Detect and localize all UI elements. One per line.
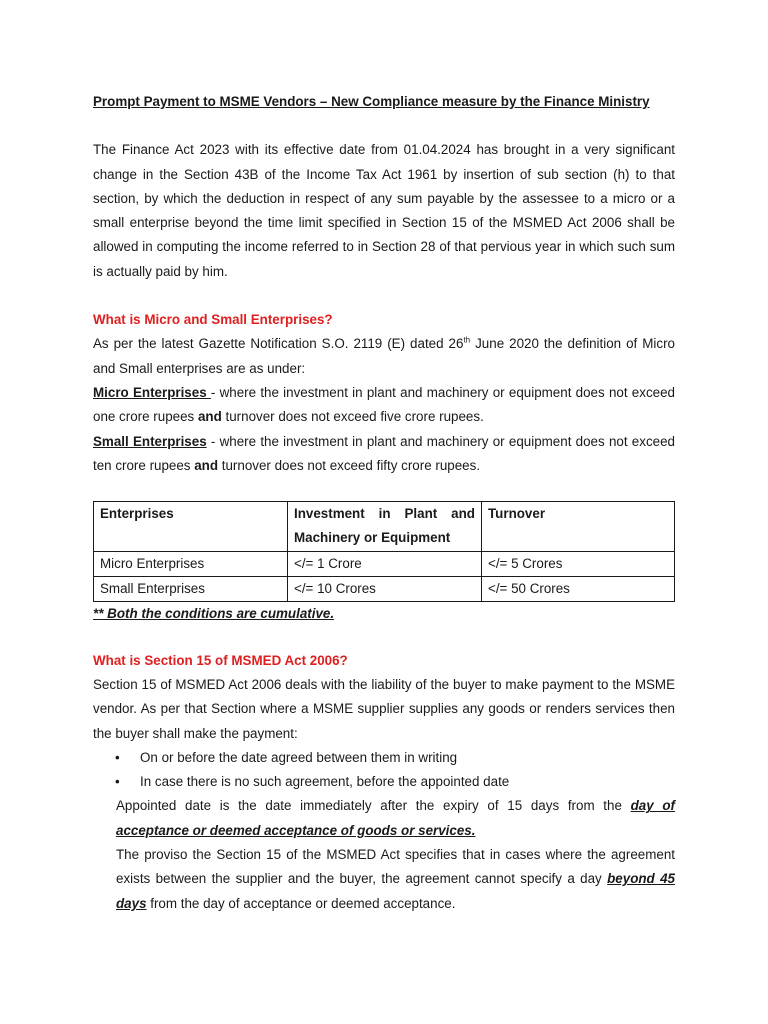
- section15-paragraph: Section 15 of MSMED Act 2006 deals with the liability of the buyer to make payment to the MSME vendor. As per that Section where a MSME supplier supplies any goods or renders services then the buyer shall make the payment:: [93, 676, 675, 741]
- table-cell: Small Enterprises: [94, 577, 288, 602]
- small-definition: Small Enterprises - where the investment in plant and machinery or equipment does not exceed ten crore rupees and turnover does not exceed fifty crore rupees.: [93, 433, 675, 473]
- list-item: • In case there is no such agreement, before the appointed date: [140, 770, 675, 794]
- micro-label: Micro Enterprises: [93, 384, 211, 400]
- micro-small-heading: What is Micro and Small Enterprises?: [93, 312, 333, 328]
- table-cell: </= 50 Crores: [482, 577, 675, 602]
- document-title: Prompt Payment to MSME Vendors – New Compliance measure by the Finance Ministry: [93, 94, 650, 109]
- payment-bullet-list: [93, 746, 675, 795]
- micro-definition: Micro Enterprises - where the investment in plant and machinery or equipment does not exceed one crore rupees and turnover does not exceed five crore rupees.: [93, 384, 675, 425]
- table-cell: </= 5 Crores: [482, 551, 675, 576]
- header-cell: Enterprises: [94, 502, 288, 552]
- table-row: [94, 551, 675, 576]
- intro-paragraph: The Finance Act 2023 with its effective date from 01.04.2024 has brought in a very significant change in the Section 43B of the Income Tax Act 1961 by insertion of sub section (h) to that section, by which the deduction in respect of any sum payable by the assessee to a micro or a small enterprise beyond the time limit specified in Section 15 of the MSMED Act 2006 shall be allowed in computing the income referred to in Section 28 of that pervious year in which such sum is actually paid by him.: [93, 142, 675, 279]
- header-cell: Investment in Plant and Machinery or Equipment: [288, 502, 482, 552]
- acceptance-emphasis: day of acceptance or deemed acceptance of goods or services.: [116, 798, 675, 838]
- gazette-paragraph: As per the latest Gazette Notification S.O. 2119 (E) dated 26th June 2020 the definition of Micro and Small enterprises are as under:: [93, 335, 675, 376]
- document-body: [93, 90, 675, 916]
- table-cell: </= 1 Crore: [288, 551, 482, 576]
- beyond-45-days-emphasis: beyond 45 days: [116, 871, 675, 911]
- proviso-paragraph: The proviso the Section 15 of the MSMED Act specifies that in cases where the agreement exists between the supplier and the buyer, the agreement cannot specify a day beyond 45 days from the day of acceptance or deemed acceptance.: [116, 847, 675, 911]
- small-label: Small Enterprises: [93, 433, 207, 449]
- appointed-date-paragraph: Appointed date is the date immediately after the expiry of 15 days from the day of acceptance or deemed acceptance of goods or services.: [116, 798, 675, 838]
- table-cell: Micro Enterprises: [94, 551, 288, 576]
- table-cell: </= 10 Crores: [288, 577, 482, 602]
- header-cell: Turnover: [482, 502, 675, 552]
- table-row: [94, 577, 675, 602]
- table-note: ** Both the conditions are cumulative.: [93, 606, 335, 622]
- table-header-row: [94, 502, 675, 552]
- list-item: • On or before the date agreed between them in writing: [140, 746, 675, 770]
- enterprise-table: [93, 501, 675, 602]
- section15-heading: What is Section 15 of MSMED Act 2006?: [93, 652, 348, 668]
